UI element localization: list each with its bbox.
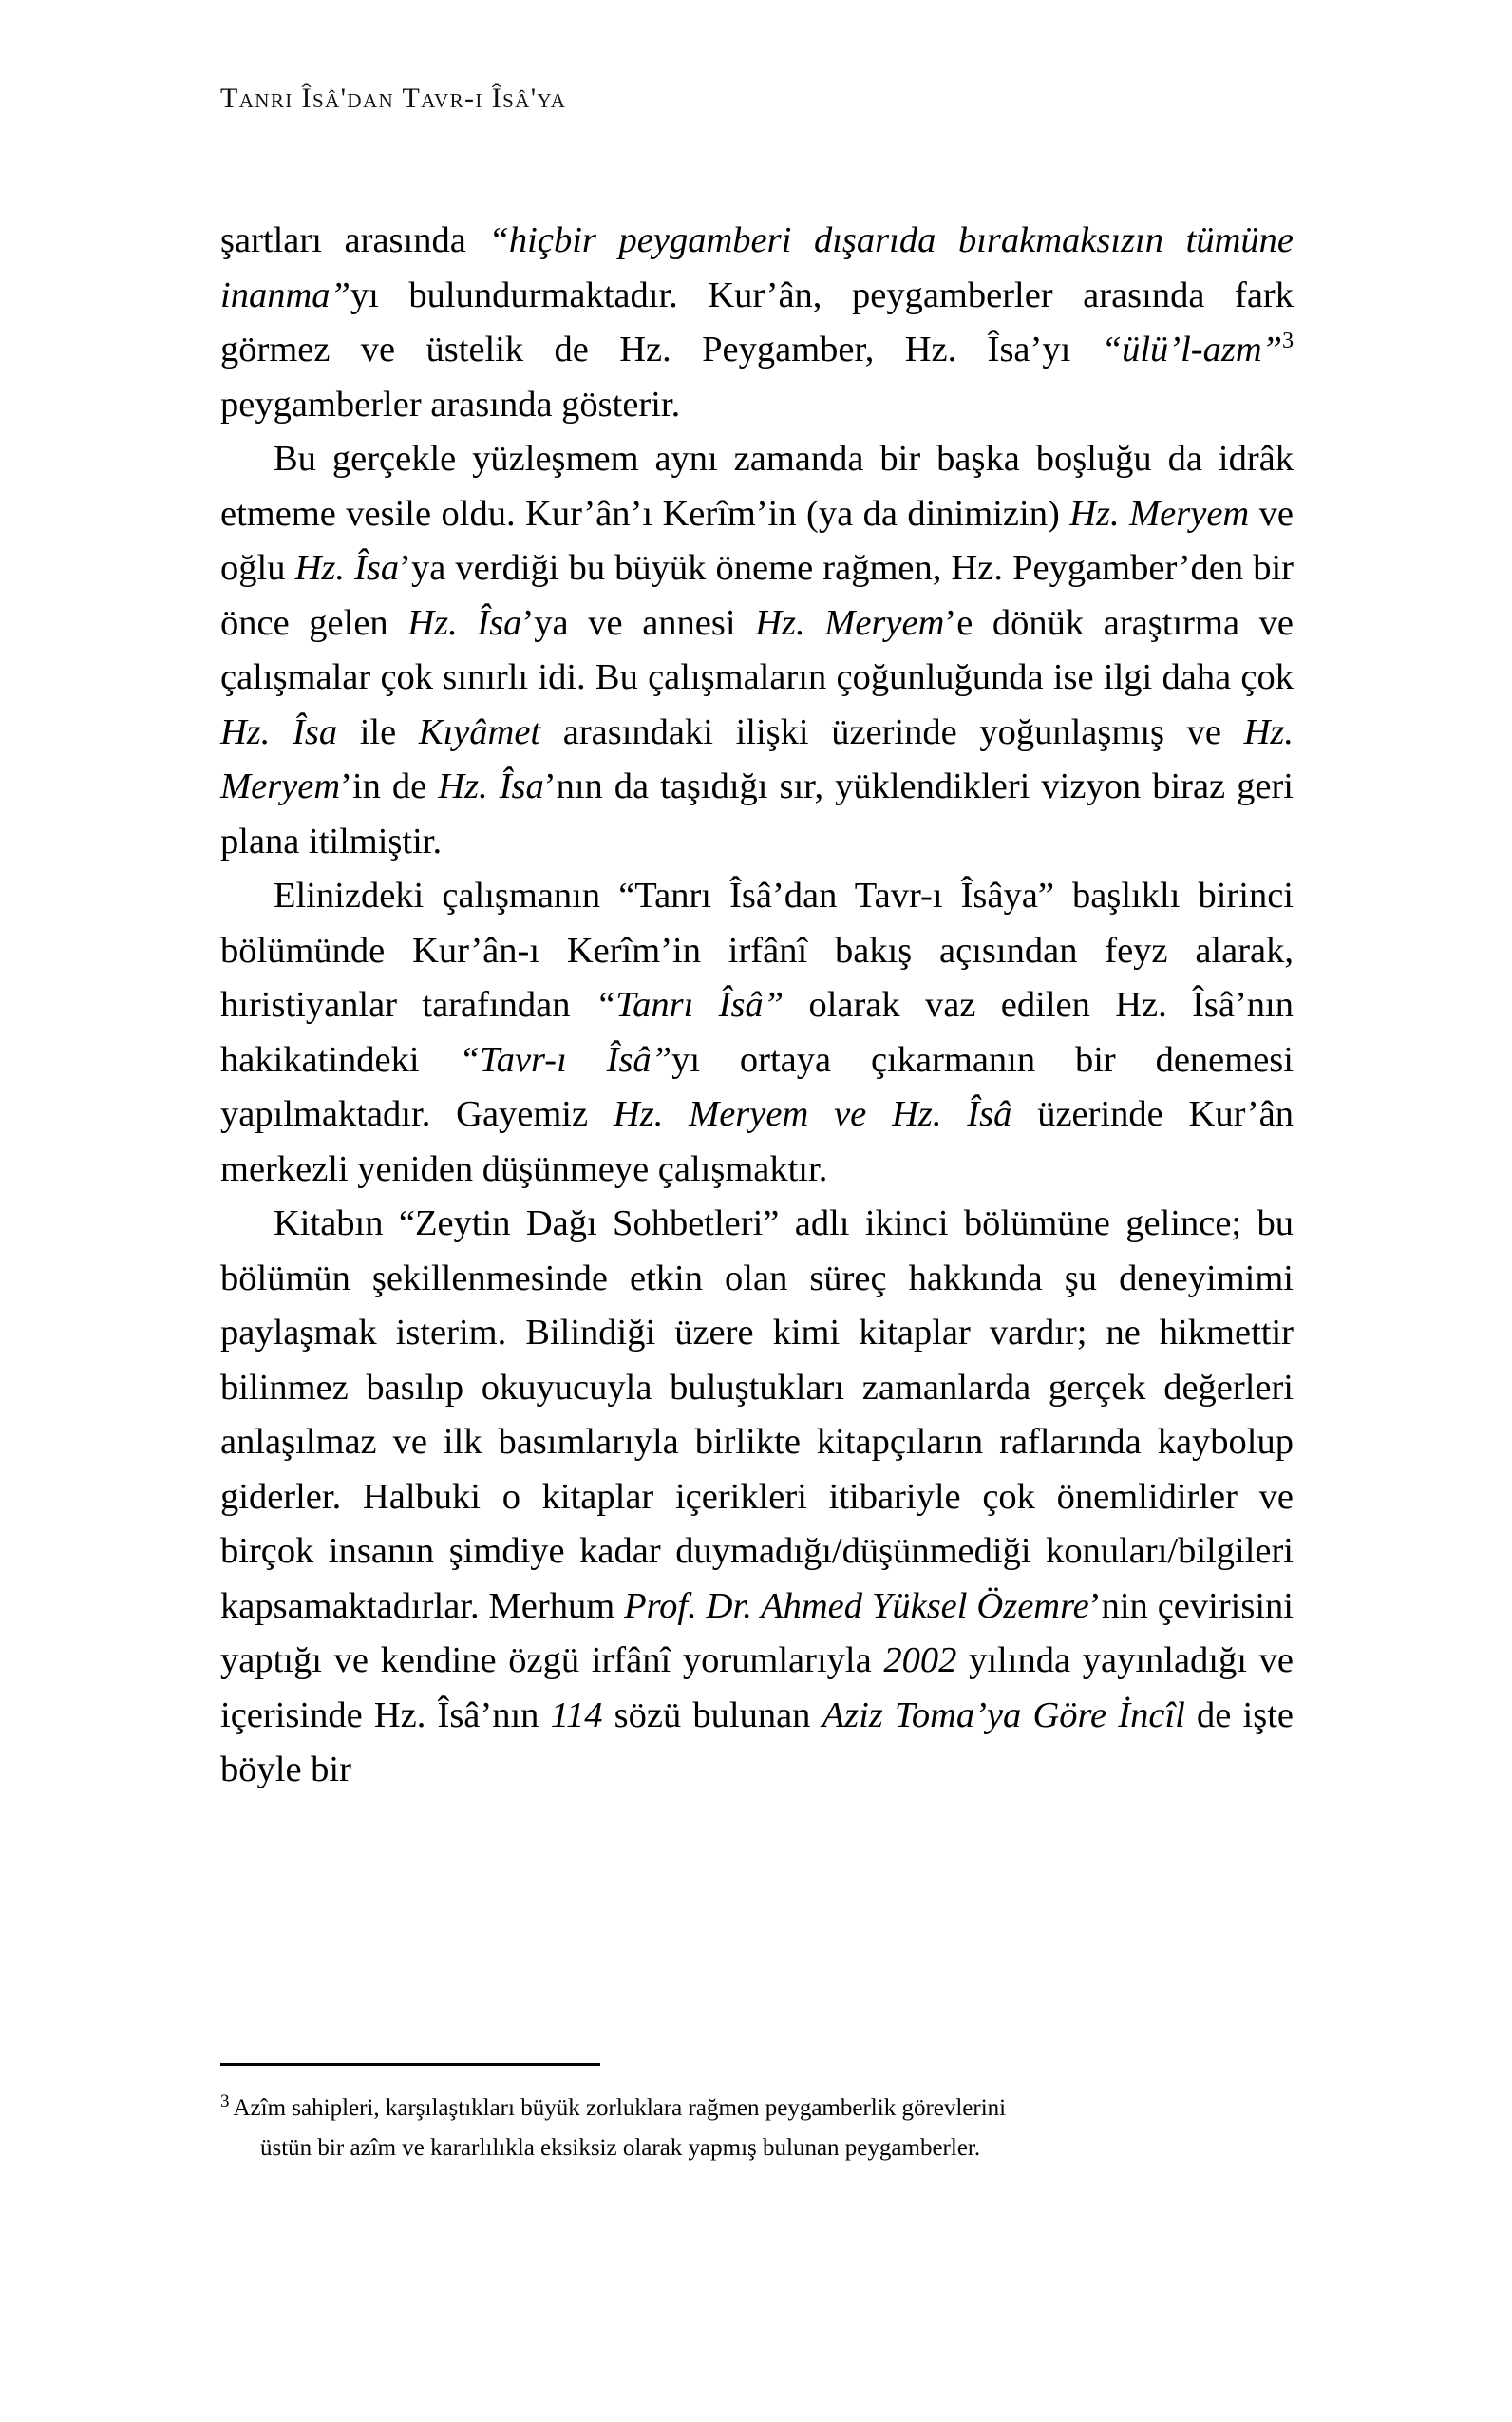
paragraph-1 — [220, 214, 1294, 432]
p3-run-1: Elinizdeki çalışmanın “Tanrı Îsâ’dan Tavr-ı Îsâya” başlıklı birinci bölümünde Kur’ân-ı Kerîm’in irfânî bakış açısından feyz alarak, hıristiyanlar tarafından — [220, 876, 1294, 1025]
body-text-block — [220, 214, 1294, 1798]
p4-run-3: ’nin çevirisini yaptığı ve kendine özgü irfânî yorumlarıyla — [220, 1585, 1294, 1680]
p1-run-4-italic: “ülü’l-azm” — [1101, 330, 1283, 369]
p2-run-1: Bu gerçekle yüzleşmem aynı zamanda bir başka boşluğu da idrâk etmeme vesile oldu. Kur’ân’ı Kerîm’in (ya da dinimizin) — [220, 439, 1294, 534]
p4-run-4-italic: 2002 — [883, 1640, 957, 1680]
p2-run-9: ’e dönük araştırma ve çalışmalar çok sınırlı idi. Bu çalışmaların çoğunluğunda ise ilgi daha çok — [220, 602, 1294, 697]
p3-run-3: olarak vaz edilen Hz. Îsâ’nın hakikatindeki — [220, 985, 1294, 1080]
p2-run-6-italic: Hz. Îsa — [407, 602, 522, 643]
p4-run-9: de işte böyle bir — [220, 1694, 1294, 1789]
p2-run-10-italic: Hz. Îsa — [220, 711, 338, 752]
p3-run-2-italic: “Tanrı Îsâ” — [595, 985, 784, 1025]
p1-run-5: peygamberler arasında gösterir. — [220, 384, 681, 425]
p2-run-3: ve oğlu — [220, 493, 1294, 588]
p2-run-7: ’ya ve annesi — [521, 602, 756, 643]
p4-run-8-italic: Aziz Toma’ya Göre İncîl — [822, 1694, 1185, 1735]
paragraph-2 — [220, 432, 1294, 869]
footnote-separator-rule — [220, 2063, 600, 2066]
paragraph-4 — [220, 1197, 1294, 1798]
p1-run-3: yı bulundurmaktadır. Kur’ân, peygamberler arasında fark görmez ve üstelik de Hz. Peygamber, Hz. Îsa’yı — [220, 274, 1294, 369]
p2-run-5: ’ya verdiği bu büyük öneme rağmen, Hz. Peygamber’den bir önce gelen — [220, 548, 1294, 643]
p4-run-1: Kitabın “Zeytin Dağı Sohbetleri” adlı ikinci bölümüne gelince; bu bölümün şekillenmesinde etkin olan süreç hakkında şu deneyimimi paylaşmak isterim. Bilindiği üzere kimi kitaplar vardır; ne hikmettir bilinmez basılıp okuyucuyla buluştukları zamanlarda gerçek değerleri anlaşılmaz ve ilk basımlarıyla birlikte kitapçıların raflarında kaybolup giderler. Halbuki o kitaplar içerikleri itibariyle çok önemlidirler ve birçok insanın şimdiye kadar duymadığı/düşünmediği konuları/bilgileri kapsamaktadırlar. Merhum — [220, 1203, 1294, 1626]
p3-run-5: yı ortaya çıkarmanın bir denemesi yapılmaktadır. Gayemiz — [220, 1039, 1294, 1134]
p2-run-14-italic: Hz. Meryem — [220, 711, 1294, 806]
footnote-number: 3 — [220, 2091, 230, 2111]
p4-run-2-italic: Prof. Dr. Ahmed Yüksel Özemre — [624, 1585, 1089, 1626]
footnote-area — [220, 2063, 1294, 2168]
p3-run-6-italic: Hz. Meryem ve Hz. Îsâ — [613, 1094, 1012, 1134]
running-head: Tanrı Îsâ'dan Tavr-ı Îsâ'ya — [220, 83, 567, 114]
p2-run-8-italic: Hz. Meryem — [755, 602, 945, 643]
p3-run-4-italic: “Tavr-ı Îsâ” — [459, 1039, 672, 1080]
footnote-line-1: Azîm sahipleri, karşılaştıkları büyük zorluklara rağmen peygamberlik görevlerini — [233, 2095, 1007, 2121]
p2-run-4-italic: Hz. Îsa — [294, 548, 400, 588]
p2-run-2-italic: Hz. Meryem — [1069, 493, 1250, 534]
footnote-3 — [220, 2089, 1294, 2168]
footnote-reference-3[interactable]: 3 — [1282, 329, 1294, 354]
footnote-line-2: üstün bir azîm ve kararlılıkla eksiksiz olarak yapmış bulunan peygamberler. — [260, 2135, 981, 2161]
p4-run-7: sözü bulunan — [602, 1694, 822, 1735]
p2-run-15: ’in de — [340, 766, 439, 806]
p2-run-11: ile — [337, 711, 419, 752]
p1-run-2-italic: “hiçbir peygamberi dışarıda bırakmaksızın tümüne inanma” — [220, 220, 1295, 315]
p2-run-13: arasındaki ilişki üzerinde yoğunlaşmış ve — [540, 711, 1244, 752]
p2-run-17: ’nın da taşıdığı sır, yüklendikleri vizyon biraz geri plana itilmiştir. — [220, 766, 1295, 861]
p3-run-7: üzerinde Kur’ân merkezli yeniden düşünmeye çalışmaktır. — [220, 1094, 1295, 1189]
paragraph-3 — [220, 869, 1294, 1197]
p4-run-6-italic: 114 — [550, 1694, 603, 1735]
p2-run-16-italic: Hz. Îsa — [438, 766, 544, 806]
p1-run-1: şartları arasında — [220, 220, 489, 260]
p4-run-5: yılında yayınladığı ve içerisinde Hz. Îsâ’nın — [220, 1640, 1294, 1735]
p2-run-12-italic: Kıyâmet — [418, 711, 541, 752]
